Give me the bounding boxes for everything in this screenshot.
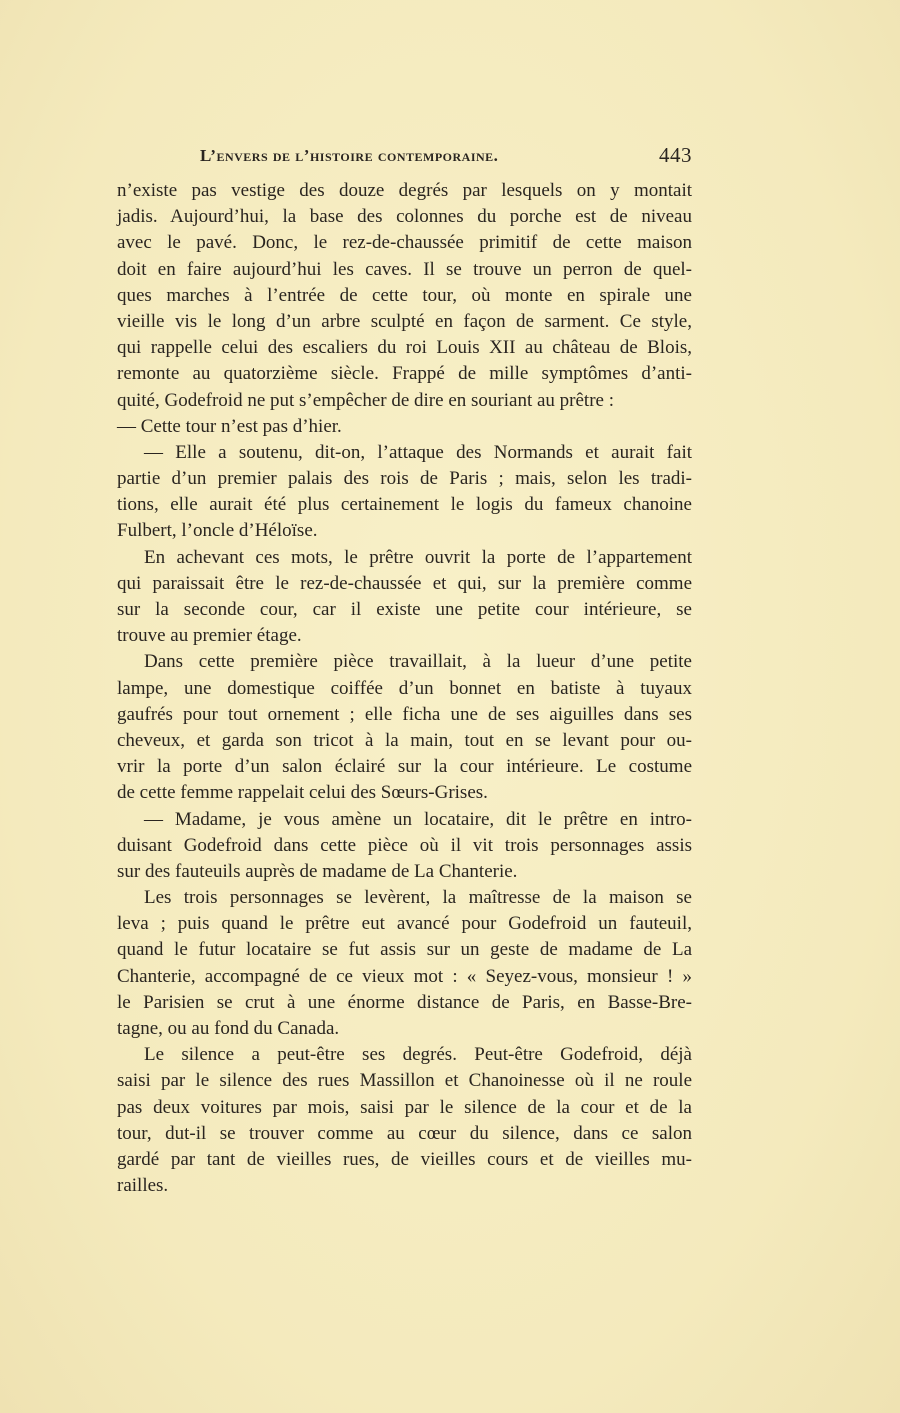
text-line: tour, dut-il se trouver comme au cœur du silence, dans ce salon: [117, 1122, 692, 1144]
paragraph: [117, 885, 692, 1042]
paragraph: [117, 545, 692, 650]
text-line: remonte au quatorzième siècle. Frappé de mille symptômes d’anti-: [117, 363, 692, 385]
text-line: avec le pavé. Donc, le rez-de-chaussée primitif de cette maison: [117, 232, 692, 254]
text-line: tions, elle aurait été plus certainement le logis du fameux chanoine: [117, 494, 692, 516]
text-line: — Elle a soutenu, dit-on, l’attaque des Normands et aurait fait: [144, 441, 692, 463]
text-line: sur la seconde cour, car il existe une petite cour intérieure, se: [117, 599, 692, 620]
text-line: leva ; puis quand le prêtre eut avancé pour Godefroid un fauteuil,: [117, 913, 692, 935]
text-line: Chanterie, accompagné de ce vieux mot : « Seyez-vous, monsieur ! »: [117, 965, 692, 987]
text-line: Fulbert, l’oncle d’Héloïse.: [117, 520, 318, 542]
text-line: trouve au premier étage.: [117, 625, 302, 647]
text-line: pas deux voitures par mois, saisi par le silence de la cour et de la: [117, 1096, 692, 1118]
paragraph: [117, 414, 692, 440]
paragraph: [117, 440, 692, 545]
text-line: vieille vis le long d’un arbre sculpté en façon de sarment. Ce style,: [117, 310, 692, 332]
text-line: sur des fauteuils auprès de madame de La Chanterie.: [117, 860, 518, 882]
text-line: ques marches à l’entrée de cette tour, où monte en spirale une: [117, 284, 692, 306]
text-line: Le silence a peut-être ses degrés. Peut-être Godefroid, déjà: [144, 1044, 692, 1066]
text-line: tagne, ou au fond du Canada.: [117, 1018, 340, 1039]
text-line: railles.: [117, 1175, 169, 1197]
text-line: Dans cette première pièce travaillait, à la lueur d’une petite: [144, 651, 692, 673]
text-line: vrir la porte d’un salon éclairé sur la cour intérieure. Le costume: [117, 756, 692, 778]
text-line: jadis. Aujourd’hui, la base des colonnes du porche est de niveau: [117, 206, 692, 228]
text-line: quité, Godefroid ne put s’empêcher de dire en souriant au prêtre :: [117, 389, 614, 411]
text-line: de cette femme rappelait celui des Sœurs-Grises.: [117, 782, 488, 804]
page-number: 443: [659, 143, 692, 167]
text-line: En achevant ces mots, le prêtre ouvrit la porte de l’appartement: [144, 546, 692, 568]
text-line: n’existe pas vestige des douze degrés par lesquels on y montait: [117, 180, 692, 201]
running-title: L’envers de l’histoire contemporaine.: [200, 146, 499, 165]
text-line: cheveux, et garda son tricot à la main, tout en se levant pour ou-: [117, 729, 692, 751]
text-line: doit en faire aujourd’hui les caves. Il se trouve un perron de quel-: [117, 258, 692, 280]
text-line: duisant Godefroid dans cette pièce où il vit trois personnages assis: [117, 834, 692, 856]
text-line: quand le futur locataire se fut assis sur un geste de madame de La: [117, 939, 692, 961]
text-line: gaufrés pour tout ornement ; elle ficha une de ses aiguilles dans ses: [117, 703, 692, 725]
text-line: qui paraissait être le rez-de-chaussée et qui, sur la première comme: [117, 572, 692, 594]
text-line: saisi par le silence des rues Massillon et Chanoinesse où il ne roule: [117, 1070, 692, 1092]
text-line: lampe, une domestique coiffée d’un bonnet en batiste à tuyaux: [117, 677, 692, 699]
text-line: gardé par tant de vieilles rues, de vieilles cours et de vieilles mu-: [117, 1148, 692, 1170]
page-body-text: [117, 178, 692, 1199]
text-line: — Madame, je vous amène un locataire, dit le prêtre en intro-: [144, 808, 692, 830]
paragraph: [117, 1042, 692, 1199]
paragraph: [117, 178, 692, 414]
text-line: le Parisien se crut à une énorme distance de Paris, en Basse-Bre-: [117, 991, 692, 1013]
text-line: — Cette tour n’est pas d’hier.: [117, 415, 342, 437]
running-header: [200, 143, 692, 172]
paragraph: [117, 649, 692, 806]
text-line: partie d’un premier palais des rois de Paris ; mais, selon les tradi-: [117, 468, 692, 490]
text-line: qui rappelle celui des escaliers du roi Louis XII au château de Blois,: [117, 337, 692, 359]
text-line: Les trois personnages se levèrent, la maîtresse de la maison se: [144, 887, 692, 909]
paragraph: [117, 807, 692, 886]
